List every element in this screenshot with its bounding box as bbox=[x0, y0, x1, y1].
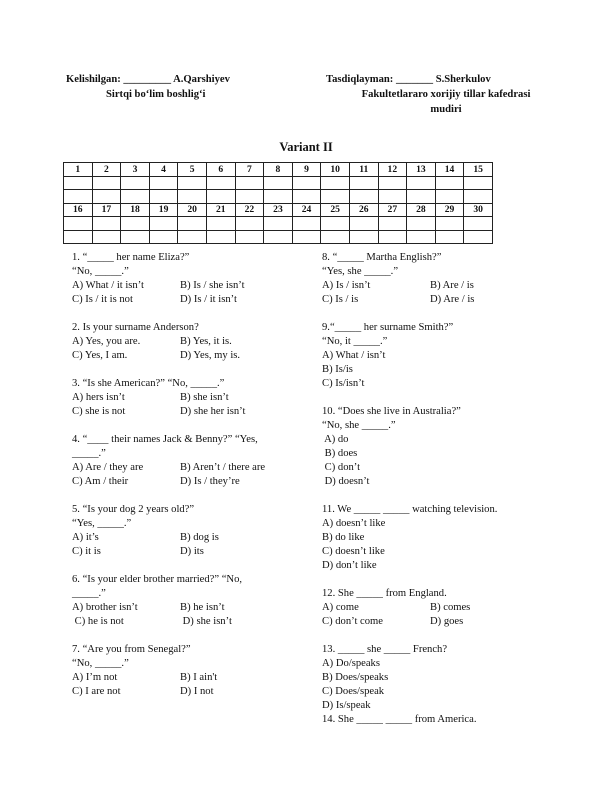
answer-option: C) Is / it is not bbox=[72, 294, 133, 305]
answer-option: B) comes bbox=[430, 602, 471, 613]
grid-number-cell: 30 bbox=[464, 203, 493, 217]
grid-answer-cell[interactable] bbox=[264, 176, 293, 190]
answer-option: C) doesn’t like bbox=[322, 546, 385, 557]
question-block bbox=[72, 643, 304, 699]
grid-answer-cell[interactable] bbox=[407, 176, 436, 190]
grid-answer-cell[interactable] bbox=[206, 217, 235, 231]
grid-answer-cell[interactable] bbox=[235, 190, 264, 204]
answer-option: B) Does/speaks bbox=[322, 672, 389, 683]
grid-answer-cell[interactable] bbox=[149, 230, 178, 244]
grid-answer-cell[interactable] bbox=[264, 230, 293, 244]
grid-number-cell: 5 bbox=[178, 163, 207, 177]
question-text: “No, she _____.” bbox=[322, 420, 396, 431]
grid-answer-cell[interactable] bbox=[435, 230, 464, 244]
question-text: _____.” bbox=[72, 588, 106, 599]
grid-answer-cell[interactable] bbox=[235, 217, 264, 231]
grid-header-row-2 bbox=[64, 203, 493, 217]
grid-answer-cell[interactable] bbox=[92, 217, 121, 231]
grid-number-cell: 2 bbox=[92, 163, 121, 177]
answer-option: B) she isn’t bbox=[180, 392, 229, 403]
grid-number-cell: 15 bbox=[464, 163, 493, 177]
answer-grid bbox=[63, 162, 493, 244]
question-text: 13. _____ she _____ French? bbox=[322, 644, 448, 655]
question-block bbox=[72, 433, 304, 489]
grid-answer-cell[interactable] bbox=[349, 230, 378, 244]
question-text: 7. “Are you from Senegal?” bbox=[72, 644, 191, 655]
question-text: 11. We _____ _____ watching television. bbox=[322, 504, 498, 515]
answer-option: D) Yes, my is. bbox=[180, 350, 241, 361]
answer-option: C) I are not bbox=[72, 686, 121, 697]
answer-option: D) doesn’t bbox=[322, 476, 370, 487]
grid-number-cell: 22 bbox=[235, 203, 264, 217]
grid-answer-cell[interactable] bbox=[321, 190, 350, 204]
grid-number-cell: 20 bbox=[178, 203, 207, 217]
question-text: 10. “Does she live in Australia?” bbox=[322, 406, 461, 417]
question-block bbox=[72, 251, 304, 307]
answer-option: C) it is bbox=[72, 546, 101, 557]
answer-option: C) she is not bbox=[72, 406, 126, 417]
grid-answer-cell[interactable] bbox=[121, 217, 150, 231]
question-block bbox=[322, 587, 562, 629]
answer-option: A) do bbox=[322, 434, 349, 445]
grid-answer-row-2b bbox=[64, 230, 493, 244]
grid-answer-cell[interactable] bbox=[321, 217, 350, 231]
question-text: “Yes, _____.” bbox=[72, 518, 132, 529]
grid-answer-cell[interactable] bbox=[206, 190, 235, 204]
grid-header-row-1 bbox=[64, 163, 493, 177]
grid-answer-cell[interactable] bbox=[464, 230, 493, 244]
question-text: 8. “_____ Martha English?” bbox=[322, 252, 442, 263]
answer-option: A) come bbox=[322, 602, 359, 613]
grid-answer-cell[interactable] bbox=[149, 176, 178, 190]
answer-option: A) Do/speaks bbox=[322, 658, 380, 669]
variant-title: Variant II bbox=[279, 140, 333, 154]
answer-option: B) dog is bbox=[180, 532, 219, 543]
grid-answer-cell[interactable] bbox=[149, 217, 178, 231]
answer-option: B) he isn’t bbox=[180, 602, 225, 613]
grid-answer-cell[interactable] bbox=[292, 176, 321, 190]
grid-number-cell: 28 bbox=[407, 203, 436, 217]
grid-answer-row-1b bbox=[64, 190, 493, 204]
answer-option: B) Aren’t / there are bbox=[180, 462, 266, 473]
approved-by-line: Tasdiqlayman: _______ S.Sherkulov bbox=[326, 74, 491, 85]
answer-option: D) I not bbox=[180, 686, 214, 697]
question-block bbox=[322, 503, 562, 573]
grid-answer-cell[interactable] bbox=[378, 176, 407, 190]
grid-number-cell: 12 bbox=[378, 163, 407, 177]
answer-option: D) Is / it isn’t bbox=[180, 294, 237, 305]
question-block bbox=[322, 321, 562, 391]
question-text: “No, _____.” bbox=[72, 266, 129, 277]
grid-number-cell: 25 bbox=[321, 203, 350, 217]
question-block bbox=[72, 377, 304, 419]
question-text: 14. She _____ _____ from America. bbox=[322, 714, 477, 725]
grid-answer-cell[interactable] bbox=[178, 176, 207, 190]
question-text: “No, it _____.” bbox=[322, 336, 388, 347]
grid-number-cell: 13 bbox=[407, 163, 436, 177]
grid-answer-cell[interactable] bbox=[349, 176, 378, 190]
grid-number-cell: 29 bbox=[435, 203, 464, 217]
question-text: “No, _____.” bbox=[72, 658, 129, 669]
question-block bbox=[322, 405, 562, 489]
grid-answer-cell[interactable] bbox=[92, 190, 121, 204]
answer-option: C) don’t bbox=[322, 462, 361, 473]
answer-option: D) Are / is bbox=[430, 294, 475, 305]
question-block bbox=[72, 573, 304, 629]
grid-answer-cell[interactable] bbox=[464, 190, 493, 204]
answer-option: A) brother isn’t bbox=[72, 602, 138, 613]
grid-number-cell: 18 bbox=[121, 203, 150, 217]
grid-number-cell: 14 bbox=[435, 163, 464, 177]
grid-answer-cell[interactable] bbox=[149, 190, 178, 204]
answer-option: B) do like bbox=[322, 532, 365, 543]
answer-option: C) don’t come bbox=[322, 616, 384, 627]
approval-right bbox=[326, 72, 566, 117]
grid-answer-cell[interactable] bbox=[206, 230, 235, 244]
answer-option: A) I’m not bbox=[72, 672, 118, 683]
answer-option: C) Is/isn’t bbox=[322, 378, 365, 389]
grid-answer-cell[interactable] bbox=[407, 230, 436, 244]
question-block bbox=[322, 713, 562, 727]
answer-option: B) does bbox=[322, 448, 358, 459]
answer-option: A) What / it isn’t bbox=[72, 280, 144, 291]
grid-number-cell: 10 bbox=[321, 163, 350, 177]
grid-answer-cell[interactable] bbox=[235, 176, 264, 190]
grid-answer-cell[interactable] bbox=[407, 217, 436, 231]
answer-option: C) Am / their bbox=[72, 476, 129, 487]
question-text: 4. “____ their names Jack & Benny?” “Yes, bbox=[72, 434, 258, 445]
question-text: 1. “_____ her name Eliza?” bbox=[72, 252, 190, 263]
grid-answer-cell[interactable] bbox=[178, 217, 207, 231]
grid-number-cell: 7 bbox=[235, 163, 264, 177]
grid-answer-cell[interactable] bbox=[92, 230, 121, 244]
grid-number-cell: 27 bbox=[378, 203, 407, 217]
answer-option: B) I ain't bbox=[180, 672, 218, 683]
grid-answer-cell[interactable] bbox=[206, 176, 235, 190]
question-block bbox=[72, 503, 304, 559]
grid-answer-cell[interactable] bbox=[378, 190, 407, 204]
grid-number-cell: 6 bbox=[206, 163, 235, 177]
answer-option: A) hers isn’t bbox=[72, 392, 125, 403]
grid-answer-cell[interactable] bbox=[292, 217, 321, 231]
grid-number-cell: 4 bbox=[149, 163, 178, 177]
grid-answer-cell[interactable] bbox=[121, 230, 150, 244]
question-text: _____.” bbox=[72, 448, 106, 459]
answer-option: A) it’s bbox=[72, 532, 99, 543]
grid-answer-cell[interactable] bbox=[178, 230, 207, 244]
grid-number-cell: 3 bbox=[121, 163, 150, 177]
questions-right-column bbox=[322, 251, 562, 727]
grid-number-cell: 16 bbox=[64, 203, 93, 217]
approval-left bbox=[66, 72, 276, 102]
grid-answer-cell[interactable] bbox=[64, 230, 93, 244]
grid-number-cell: 11 bbox=[349, 163, 378, 177]
answer-option: C) he is not bbox=[72, 616, 124, 627]
grid-number-cell: 26 bbox=[349, 203, 378, 217]
grid-answer-row-2 bbox=[64, 217, 493, 231]
question-text: “Yes, she _____.” bbox=[322, 266, 399, 277]
grid-answer-cell[interactable] bbox=[292, 190, 321, 204]
grid-answer-cell[interactable] bbox=[435, 190, 464, 204]
grid-answer-cell[interactable] bbox=[292, 230, 321, 244]
answer-option: D) Is / they’re bbox=[180, 476, 240, 487]
grid-answer-cell[interactable] bbox=[121, 176, 150, 190]
answer-option: D) its bbox=[180, 546, 204, 557]
grid-number-cell: 9 bbox=[292, 163, 321, 177]
answer-option: A) What / isn’t bbox=[322, 350, 386, 361]
answer-option: D) don’t like bbox=[322, 560, 377, 571]
answer-option: B) Is/is bbox=[322, 364, 353, 375]
answer-option: C) Is / is bbox=[322, 294, 359, 305]
question-block bbox=[322, 643, 562, 713]
answer-option: D) she isn’t bbox=[180, 616, 232, 627]
grid-answer-cell[interactable] bbox=[264, 217, 293, 231]
grid-answer-cell[interactable] bbox=[378, 230, 407, 244]
grid-answer-row-1 bbox=[64, 176, 493, 190]
approved-by-department: Fakultetlararo xorijiy tillar kafedrasi bbox=[361, 89, 531, 100]
approved-by-title: mudiri bbox=[430, 104, 462, 115]
question-text: 5. “Is your dog 2 years old?” bbox=[72, 504, 195, 515]
grid-answer-cell[interactable] bbox=[435, 217, 464, 231]
answer-option: A) Yes, you are. bbox=[72, 336, 141, 347]
grid-answer-cell[interactable] bbox=[407, 190, 436, 204]
grid-answer-cell[interactable] bbox=[349, 217, 378, 231]
answer-option: B) Yes, it is. bbox=[180, 336, 232, 347]
agreed-by-line: Kelishilgan: _________ A.Qarshiyev bbox=[66, 74, 230, 85]
question-block bbox=[322, 251, 562, 307]
question-text: 2. Is your surname Anderson? bbox=[72, 322, 199, 333]
grid-number-cell: 17 bbox=[92, 203, 121, 217]
grid-answer-cell[interactable] bbox=[264, 190, 293, 204]
question-text: 9.“_____ her surname Smith?” bbox=[322, 322, 454, 333]
grid-answer-cell[interactable] bbox=[378, 217, 407, 231]
questions-left-column bbox=[72, 251, 304, 699]
grid-answer-cell[interactable] bbox=[64, 217, 93, 231]
grid-answer-cell[interactable] bbox=[464, 217, 493, 231]
grid-answer-cell[interactable] bbox=[321, 230, 350, 244]
question-block bbox=[72, 321, 304, 363]
question-text: 6. “Is your elder brother married?” “No, bbox=[72, 574, 243, 585]
grid-number-cell: 21 bbox=[206, 203, 235, 217]
grid-number-cell: 23 bbox=[264, 203, 293, 217]
answer-option: D) she her isn’t bbox=[180, 406, 246, 417]
grid-answer-cell[interactable] bbox=[178, 190, 207, 204]
agreed-by-position: Sirtqi bo‘lim boshlig‘i bbox=[106, 89, 206, 100]
answer-option: B) Are / is bbox=[430, 280, 474, 291]
grid-answer-cell[interactable] bbox=[235, 230, 264, 244]
question-text: 12. She _____ from England. bbox=[322, 588, 447, 599]
grid-number-cell: 8 bbox=[264, 163, 293, 177]
grid-answer-cell[interactable] bbox=[435, 176, 464, 190]
grid-answer-cell[interactable] bbox=[349, 190, 378, 204]
answer-option: D) Is/speak bbox=[322, 700, 371, 711]
answer-option: A) Are / they are bbox=[72, 462, 144, 473]
grid-answer-cell[interactable] bbox=[121, 190, 150, 204]
answer-option: A) doesn’t like bbox=[322, 518, 386, 529]
answer-option: D) goes bbox=[430, 616, 464, 627]
question-text: 3. “Is she American?” “No, _____.” bbox=[72, 378, 225, 389]
grid-answer-cell[interactable] bbox=[64, 176, 93, 190]
answer-option: A) Is / isn’t bbox=[322, 280, 371, 291]
answer-option: B) Is / she isn’t bbox=[180, 280, 245, 291]
grid-answer-cell[interactable] bbox=[321, 176, 350, 190]
grid-number-cell: 24 bbox=[292, 203, 321, 217]
grid-answer-cell[interactable] bbox=[92, 176, 121, 190]
answer-option: C) Yes, I am. bbox=[72, 350, 128, 361]
grid-number-cell: 1 bbox=[64, 163, 93, 177]
grid-answer-cell[interactable] bbox=[464, 176, 493, 190]
grid-answer-cell[interactable] bbox=[64, 190, 93, 204]
grid-number-cell: 19 bbox=[149, 203, 178, 217]
answer-option: C) Does/speak bbox=[322, 686, 385, 697]
